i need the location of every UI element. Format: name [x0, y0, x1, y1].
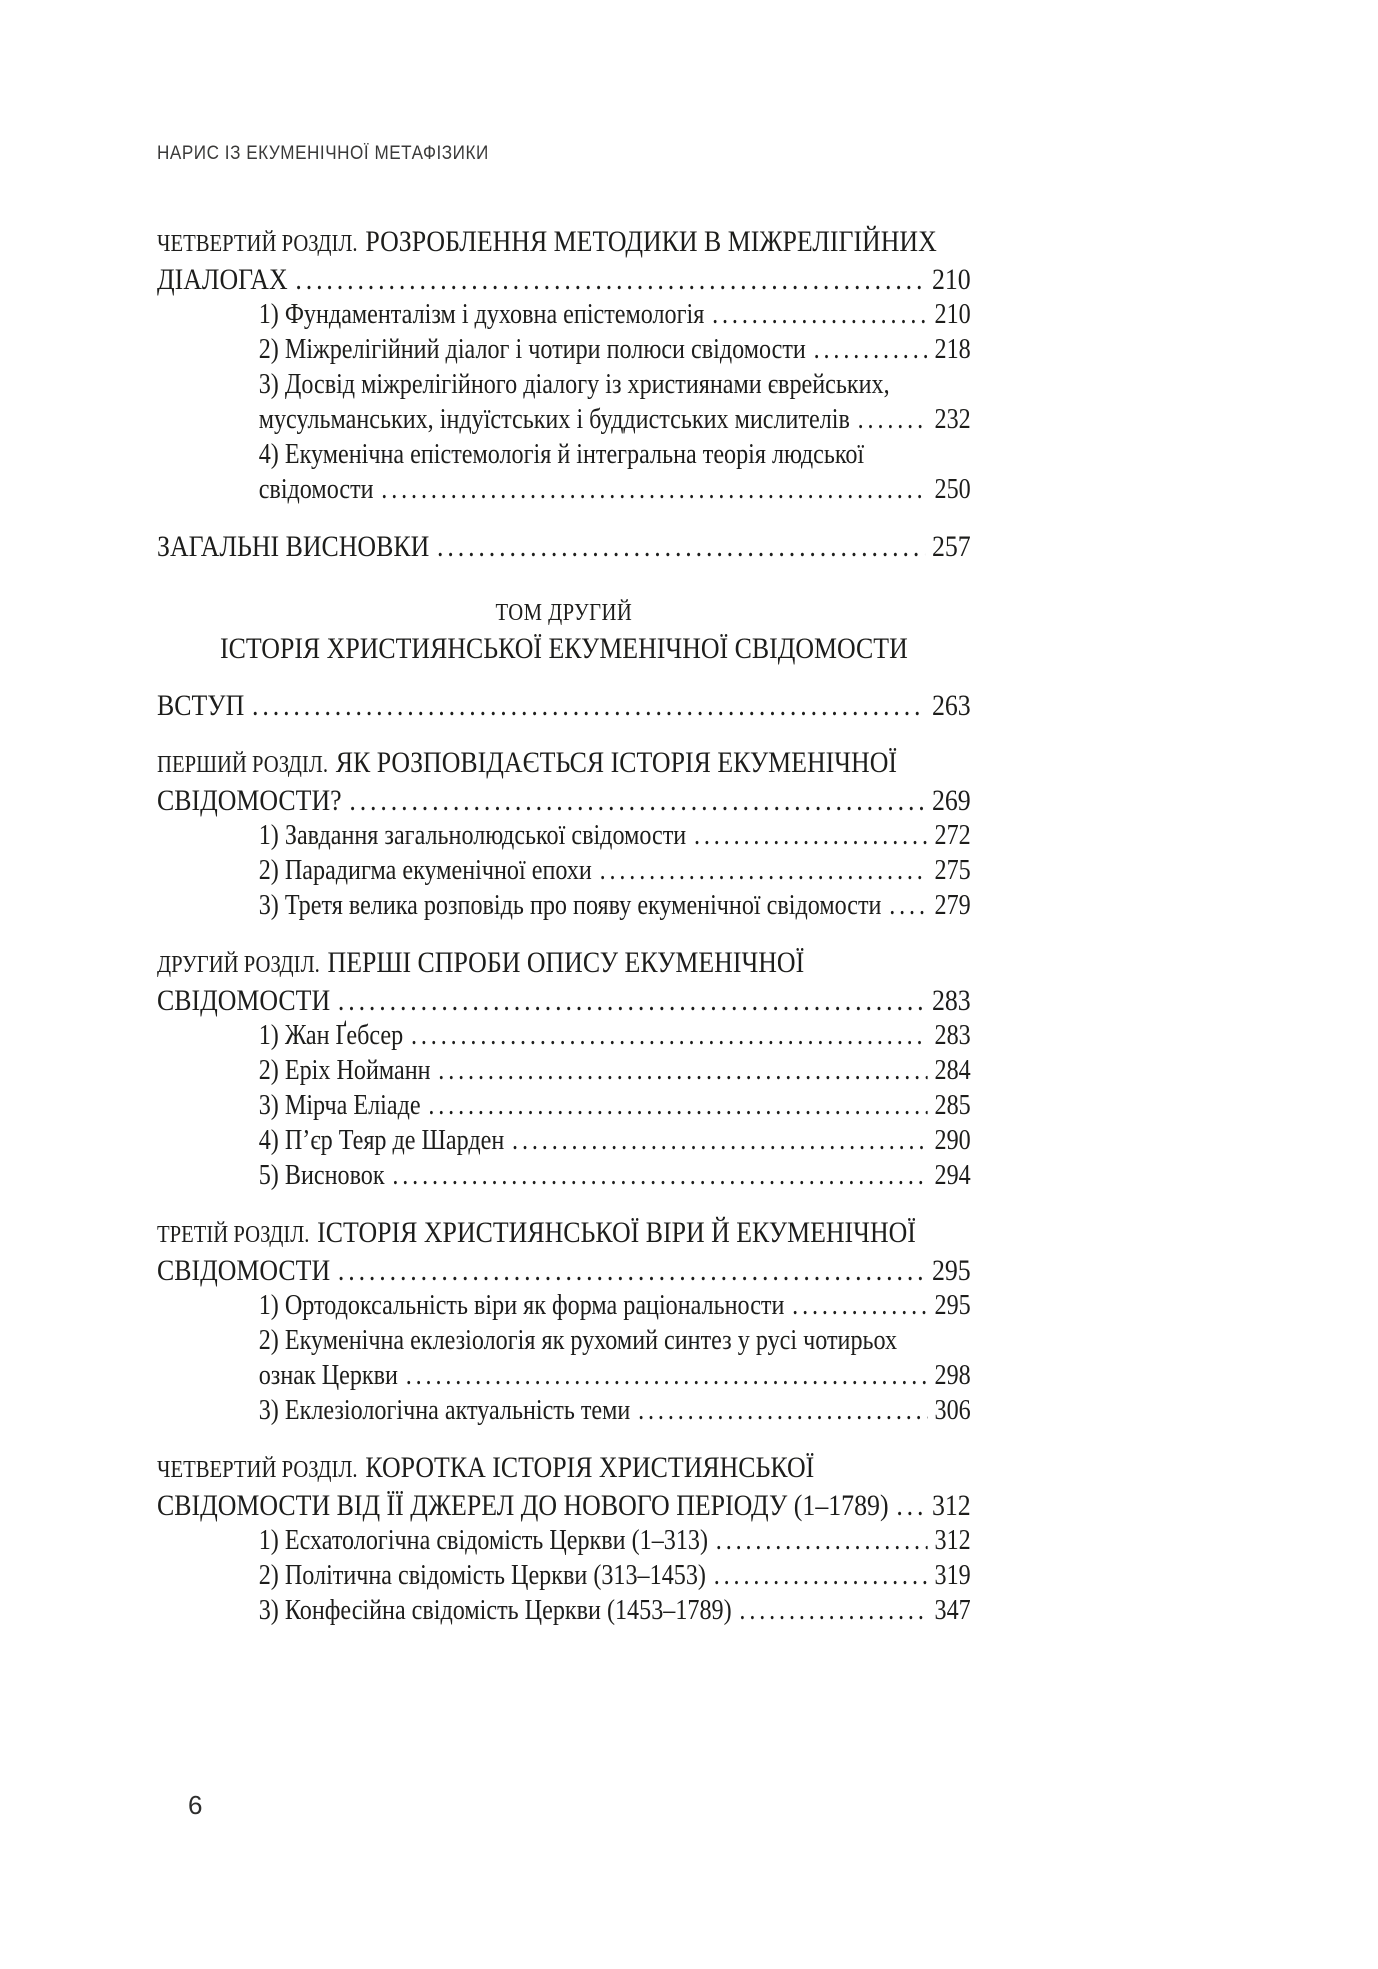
- toc-entry-label: ЗАГАЛЬНІ ВИСНОВКИ: [157, 530, 430, 563]
- toc-row: [157, 1323, 971, 1358]
- toc-row: [157, 631, 971, 666]
- toc-row: [157, 1523, 971, 1558]
- toc-page-number: 275: [934, 855, 971, 886]
- toc-entry-label: 1) Есхатологічна свідомість Церкви (1–313): [258, 1525, 709, 1556]
- toc-entry-label: 3) Досвід міжрелігійного діалогу із християнами єврейських,: [258, 369, 890, 400]
- dot-leader: [437, 529, 925, 564]
- toc-entry-label: ЯК РОЗПОВІДАЄТЬСЯ ІСТОРІЯ ЕКУМЕНІЧНОЇ: [335, 746, 898, 779]
- toc-row: [157, 1358, 971, 1393]
- toc-page-number: 218: [934, 334, 971, 365]
- toc-entry-label: мусульманських, індуїстських і буддистських мислителів: [258, 404, 850, 435]
- toc-entry-label: 4) П’єр Теяр де Шарден: [258, 1125, 505, 1156]
- toc-entry-label: ТОМ ДРУГИЙ: [495, 600, 633, 626]
- dot-leader: [295, 262, 925, 297]
- toc-page-number: 298: [934, 1360, 971, 1391]
- toc-row: [157, 745, 971, 783]
- toc-entry-label: КОРОТКА ІСТОРІЯ ХРИСТИЯНСЬКОЇ: [365, 1451, 815, 1484]
- toc-entry-label: 2) Політична свідомість Церкви (313–1453): [258, 1560, 706, 1591]
- toc-page-number: 284: [934, 1055, 971, 1086]
- dot-leader: [338, 983, 925, 1018]
- toc-row: [157, 1088, 971, 1123]
- toc-row: [157, 1488, 971, 1523]
- toc-row: [157, 888, 971, 923]
- dot-leader: [438, 1053, 927, 1088]
- toc-page-number: 312: [934, 1525, 971, 1556]
- toc-entry-label: 1) Ортодоксальність віри як форма раціональности: [258, 1290, 785, 1321]
- toc-entry-label: свідомости: [258, 474, 374, 505]
- toc-entry-label: ІСТОРІЯ ХРИСТИЯНСЬКОЇ ЕКУМЕНІЧНОЇ СВІДОМОСТИ: [219, 632, 908, 665]
- toc-page-number: 295: [931, 1254, 971, 1287]
- toc-row: [157, 688, 971, 723]
- toc-page-number: 347: [934, 1595, 971, 1626]
- toc-page-number: 279: [934, 890, 971, 921]
- toc-entry-label: 1) Жан Ґебсер: [258, 1020, 404, 1051]
- toc-page-number: 285: [934, 1090, 971, 1121]
- dot-leader: [716, 1523, 928, 1558]
- dot-leader: [252, 688, 925, 723]
- toc-page-number: 210: [934, 299, 971, 330]
- dot-leader: [381, 472, 927, 507]
- toc-entry-label: СВІДОМОСТИ?: [157, 784, 342, 817]
- toc-entry-label: 3) Еклезіологічна актуальність теми: [258, 1395, 631, 1426]
- toc-row: [157, 783, 971, 818]
- toc-page-number: 263: [931, 689, 971, 722]
- dot-leader: [638, 1393, 928, 1428]
- toc-entry-label: ознак Церкви: [258, 1360, 398, 1391]
- toc-entry-label: РОЗРОБЛЕННЯ МЕТОДИКИ В МІЖРЕЛІГІЙНИХ: [365, 225, 937, 258]
- toc-row: [157, 262, 971, 297]
- page-number-folio: 6: [188, 1790, 203, 1820]
- dot-leader: [428, 1088, 927, 1123]
- toc-page-number: 295: [934, 1290, 971, 1321]
- table-of-contents: [157, 224, 971, 1628]
- toc-entry-label: 5) Висновок: [258, 1160, 385, 1191]
- toc-row: [157, 1123, 971, 1158]
- dot-leader: [338, 1253, 925, 1288]
- toc-row: [157, 1450, 971, 1488]
- toc-page-number: 294: [934, 1160, 971, 1191]
- toc-page-number: 250: [934, 474, 971, 505]
- toc-page-number: 210: [931, 263, 971, 296]
- toc-entry-label: 3) Третя велика розповідь про появу екуменічної свідомости: [258, 890, 882, 921]
- toc-row: [157, 402, 971, 437]
- toc-row: [157, 1253, 971, 1288]
- running-head: НАРИС ІЗ ЕКУМЕНІЧНОЇ МЕТАФІЗИКИ: [157, 143, 489, 164]
- toc-row: [157, 437, 971, 472]
- chapter-number-label: ЧЕТВЕРТИЙ РОЗДІЛ.: [157, 1457, 358, 1483]
- toc-row: [157, 1018, 971, 1053]
- toc-entry-label: 1) Фундаменталізм і духовна епістемологія: [258, 299, 705, 330]
- chapter-number-label: ДРУГИЙ РОЗДІЛ.: [157, 952, 320, 978]
- dot-leader: [896, 1488, 925, 1523]
- toc-row: [157, 853, 971, 888]
- toc-page-number: 269: [931, 784, 971, 817]
- chapter-number-label: ПЕРШИЙ РОЗДІЛ.: [157, 752, 329, 778]
- toc-entry-label: ДІАЛОГАХ: [157, 263, 288, 296]
- toc-row: [157, 472, 971, 507]
- toc-entry-label: 2) Екуменічна еклезіологія як рухомий синтез у русі чотирьох: [258, 1325, 898, 1356]
- toc-page-number: 232: [934, 404, 971, 435]
- toc-row: [157, 1593, 971, 1628]
- toc-row: [157, 367, 971, 402]
- dot-leader: [600, 853, 928, 888]
- toc-page-number: 319: [934, 1560, 971, 1591]
- toc-page-number: 283: [934, 1020, 971, 1051]
- toc-row: [157, 983, 971, 1018]
- dot-leader: [712, 297, 928, 332]
- toc-row: [157, 1288, 971, 1323]
- dot-leader: [739, 1593, 927, 1628]
- toc-row: [157, 1053, 971, 1088]
- dot-leader: [814, 332, 928, 367]
- toc-row: [157, 1558, 971, 1593]
- toc-row: [157, 332, 971, 367]
- dot-leader: [694, 818, 928, 853]
- toc-page-number: 306: [934, 1395, 971, 1426]
- toc-entry-label: СВІДОМОСТИ: [157, 984, 331, 1017]
- toc-entry-label: 4) Екуменічна епістемологія й інтегральна теорія людської: [258, 439, 865, 470]
- chapter-number-label: ТРЕТІЙ РОЗДІЛ.: [157, 1222, 310, 1248]
- toc-row: [157, 1158, 971, 1193]
- toc-entry-label: 3) Конфесійна свідомість Церкви (1453–1789): [258, 1595, 732, 1626]
- toc-row: [157, 945, 971, 983]
- toc-entry-label: ПЕРШІ СПРОБИ ОПИСУ ЕКУМЕНІЧНОЇ: [327, 946, 805, 979]
- toc-entry-label: СВІДОМОСТИ ВІД ЇЇ ДЖЕРЕЛ ДО НОВОГО ПЕРІОДУ (1–1789): [157, 1489, 889, 1522]
- toc-entry-label: ІСТОРІЯ ХРИСТИЯНСЬКОЇ ВІРИ Й ЕКУМЕНІЧНОЇ: [317, 1216, 916, 1249]
- toc-page-number: 312: [931, 1489, 971, 1522]
- toc-page-number: 290: [934, 1125, 971, 1156]
- toc-entry-label: СВІДОМОСТИ: [157, 1254, 331, 1287]
- toc-page-number: 283: [931, 984, 971, 1017]
- toc-page-number: 257: [931, 530, 971, 563]
- dot-leader: [349, 783, 925, 818]
- toc-row: [157, 596, 971, 631]
- dot-leader: [714, 1558, 928, 1593]
- toc-entry-label: 3) Мірча Еліаде: [258, 1090, 421, 1121]
- toc-entry-label: 2) Міжрелігійний діалог і чотири полюси свідомости: [258, 334, 806, 365]
- toc-entry-label: 1) Завдання загальнолюдської свідомости: [258, 820, 687, 851]
- toc-row: [157, 297, 971, 332]
- toc-row: [157, 529, 971, 564]
- toc-row: [157, 1215, 971, 1253]
- dot-leader: [406, 1358, 928, 1393]
- toc-entry-label: 2) Парадигма екуменічної епохи: [258, 855, 592, 886]
- toc-row: [157, 1393, 971, 1428]
- chapter-number-label: ЧЕТВЕРТИЙ РОЗДІЛ.: [157, 231, 358, 257]
- toc-row: [157, 818, 971, 853]
- dot-leader: [392, 1158, 927, 1193]
- dot-leader: [858, 402, 928, 437]
- toc-page-number: 272: [934, 820, 971, 851]
- toc-entry-label: 2) Еріх Нойманн: [258, 1055, 431, 1086]
- toc-entry-label: ВСТУП: [157, 689, 245, 722]
- dot-leader: [889, 888, 927, 923]
- toc-row: [157, 224, 971, 262]
- dot-leader: [512, 1123, 928, 1158]
- dot-leader: [411, 1018, 928, 1053]
- dot-leader: [792, 1288, 927, 1323]
